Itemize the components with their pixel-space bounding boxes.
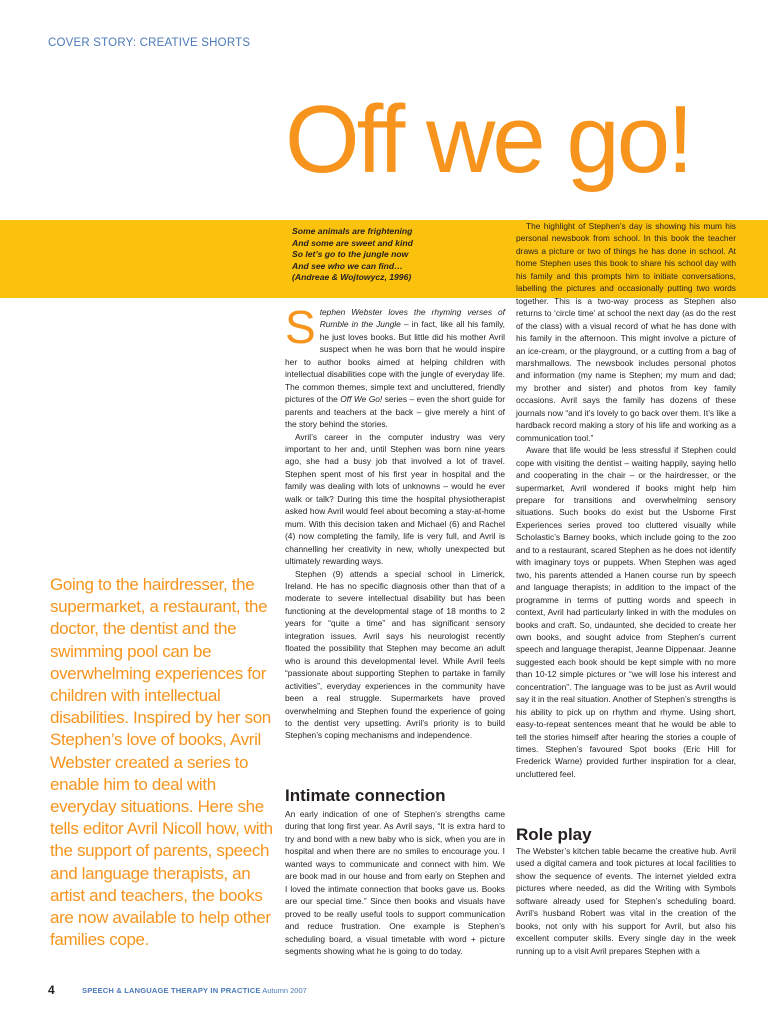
magazine-name: SPEECH & LANGUAGE THERAPY IN PRACTICE: [82, 986, 261, 995]
section-label: COVER STORY: CREATIVE SHORTS: [48, 37, 251, 49]
footer-magazine: [82, 986, 307, 995]
poem-line: And see who we can find…: [292, 260, 403, 271]
poem-line: And some are sweet and kind: [292, 237, 413, 248]
poem-line: Some animals are frightening: [292, 226, 413, 236]
poem-citation: (Andreae & Wojtowycz, 1996): [292, 272, 412, 283]
headline: Off we go!: [285, 86, 691, 193]
subheading-role-play: Role play: [516, 825, 592, 844]
issue-date: Autumn 2007: [260, 986, 307, 995]
article-column-middle-lower: [285, 808, 505, 957]
article-paragraph: Stephen Webster loves the rhyming verses of Rumble in the Jungle – in fact, like all his family, he just loves books. But little did his mother Avril suspect when he was born that he would inspire her to author books aimed at helping children with intellectual disabilities cope with the jungle of everyday life. The common themes, simple text and uncluttered, friendly pictures of the Off We Go! series – even the short guide for parents and teachers at the back – give merely a hint of the story behind the stories.: [285, 301, 506, 430]
drop-cap: S: [285, 301, 316, 353]
standfirst: Going to the hairdresser, the supermarket, a restaurant, the doctor, the dentist and the swimming pool can be overwhelming experiences for children with intellectual disabilities. Inspired by her son Stephen’s love of books, Avril Webster created a series to enable him to deal with everyday situations. Here she tells editor Avril Nicoll how, with the support of parents, speech and language therapists, an artist and teachers, the books are now available to help other families cope.: [50, 575, 273, 950]
article-paragraph: The Webster’s kitchen table became the creative hub. Avril used a digital camera and took pictures at local facilities to show the sequence of events. The internet yielded extra pictures where needed, as did the Writing with Symbols software already used for Stephen’s scheduling board. Avril’s husband Robert was vital in the creation of the books, not only with his support for Avril, but also his excellent computer skills. Every single day in the week running up to a visit Avril prepares Stephen with a: [516, 846, 736, 956]
page-number: 4: [48, 983, 55, 997]
article-paragraph: Stephen (9) attends a special school in Limerick, Ireland. He has no specific diagnosis other than that of a moderate to severe intellectual disability but has been functioning at the developmental stage of 18 months to 2 years for “quite a time” and has significant sensory integration issues. Avril says his neurologist recently floated the possibility that Stephen may become an adult who is around this developmental level. While Avril feels “passionate about supporting Stephen to partake in family activities”, everyday experiences in the community have been a real struggle. Supermarkets have proved overwhelming and Stephen found the experience of going to the dentist very upsetting. Avril’s priority is to build Stephen’s coping mechanisms and independence.: [285, 568, 505, 741]
article-paragraph: Avril’s career in the computer industry was very important to her and, until Stephen was born nine years ago, she had a busy job that involved a lot of travel. Stephen spent most of his first year in hospital and the family was dealing with lots of unknowns – would he ever walk or talk? During this time the hospital physiotherapist asked how Avril would feel about becoming a stay-at-home mum. With this decision taken and Michael (6) and Rachel (4) now completing the family, life is very full, and Avril is channelling her creativity in new, wholly unexpected but ultimately rewarding ways.: [285, 431, 505, 567]
article-column-right: [516, 220, 736, 780]
epigraph-poem: [292, 226, 502, 284]
article-column-middle: [285, 301, 506, 742]
article-paragraph: Aware that life would be less stressful if Stephen could cope with visiting the dentist – waiting happily, saying hello and cooperating in the chair – or the hairdresser, or the supermarket, Avril wondered if books might help him prepare for transitions and overwhelming sensory situations. Such books do exist but the Usborne First Experiences series proved too cluttered visually while Scholastic’s Barney books, which include going to the zoo and to a restaurant, scared Stephen as he does not identify with imaginary toys or puppets. When Stephen was aged two, his parents attended a Hanen course run by speech and language therapists; in addition to the impact of the programme in terms of putting words and speech in context, Avril had particularly linked in with the modules on books and craft. So, undaunted, she decided to create her own books, and sought advice from Stephen’s current speech and language therapist, Jeanne Dippenaar. Jeanne suggested each book should be kept simple with no more than 10-12 simple pictures or “we will lose his interest and concentration”. The language was to be just as Avril would say it in the real situation. Another of Stephen’s strengths is his ability to pick up on rhythm and rhyme. Using short, easy-to-repeat sentences meant that he would be able to tell the stories himself after hearing the stories a couple of times. Stephen’s favoured Spot books (Eric Hill for Frederick Warne) provided further inspiration for a clear, uncluttered feel.: [516, 445, 736, 779]
poem-line: So let’s go to the jungle now: [292, 249, 409, 260]
subheading-intimate-connection: Intimate connection: [285, 786, 446, 805]
article-paragraph: The highlight of Stephen’s day is showing his mum his personal newsbook from school. In this book the teacher draws a picture or two of things he has done in school. At home Stephen uses this book to share his school day with his family and this prompts him to initiate conversations, labelling the pictures and occasionally putting two words together. This is a two-way process as Stephen also returns to ‘circle time’ at school the next day (as do the rest of the class) with a visual record of what he has done with his family in the afternoon. This might involve a picture of an ice-cream, or the playground, or a cutting from a bag of marshmallows. The newsbook includes personal photos and information (my name is Stephen; my mum and dad; my brother and sister) and photos from key family occasions. Avril says the family has dozens of these journals now “and it’s lovely to go back over them. It’s like a hardback record making a story of his life and working as a communication tool.”: [516, 221, 736, 443]
article-column-right-lower: [516, 845, 736, 957]
article-paragraph: An early indication of one of Stephen’s strengths came during that long first year. As Avril says, “It is extra hard to try and bond with a new baby who is sick, when you are in hospital and when there are no smiles to encourage you. I wanted ways to communicate and connect with him. We are book mad in our house and from early on Stephen and I loved the intimate connection that books gave us. Books are our special time.” Since then books and visuals have proved to be really useful tools to support communication and reduce frustration. One example is Stephen’s scheduling board, a visual timetable with word + picture segments showing what he is going to do today.: [285, 809, 505, 956]
